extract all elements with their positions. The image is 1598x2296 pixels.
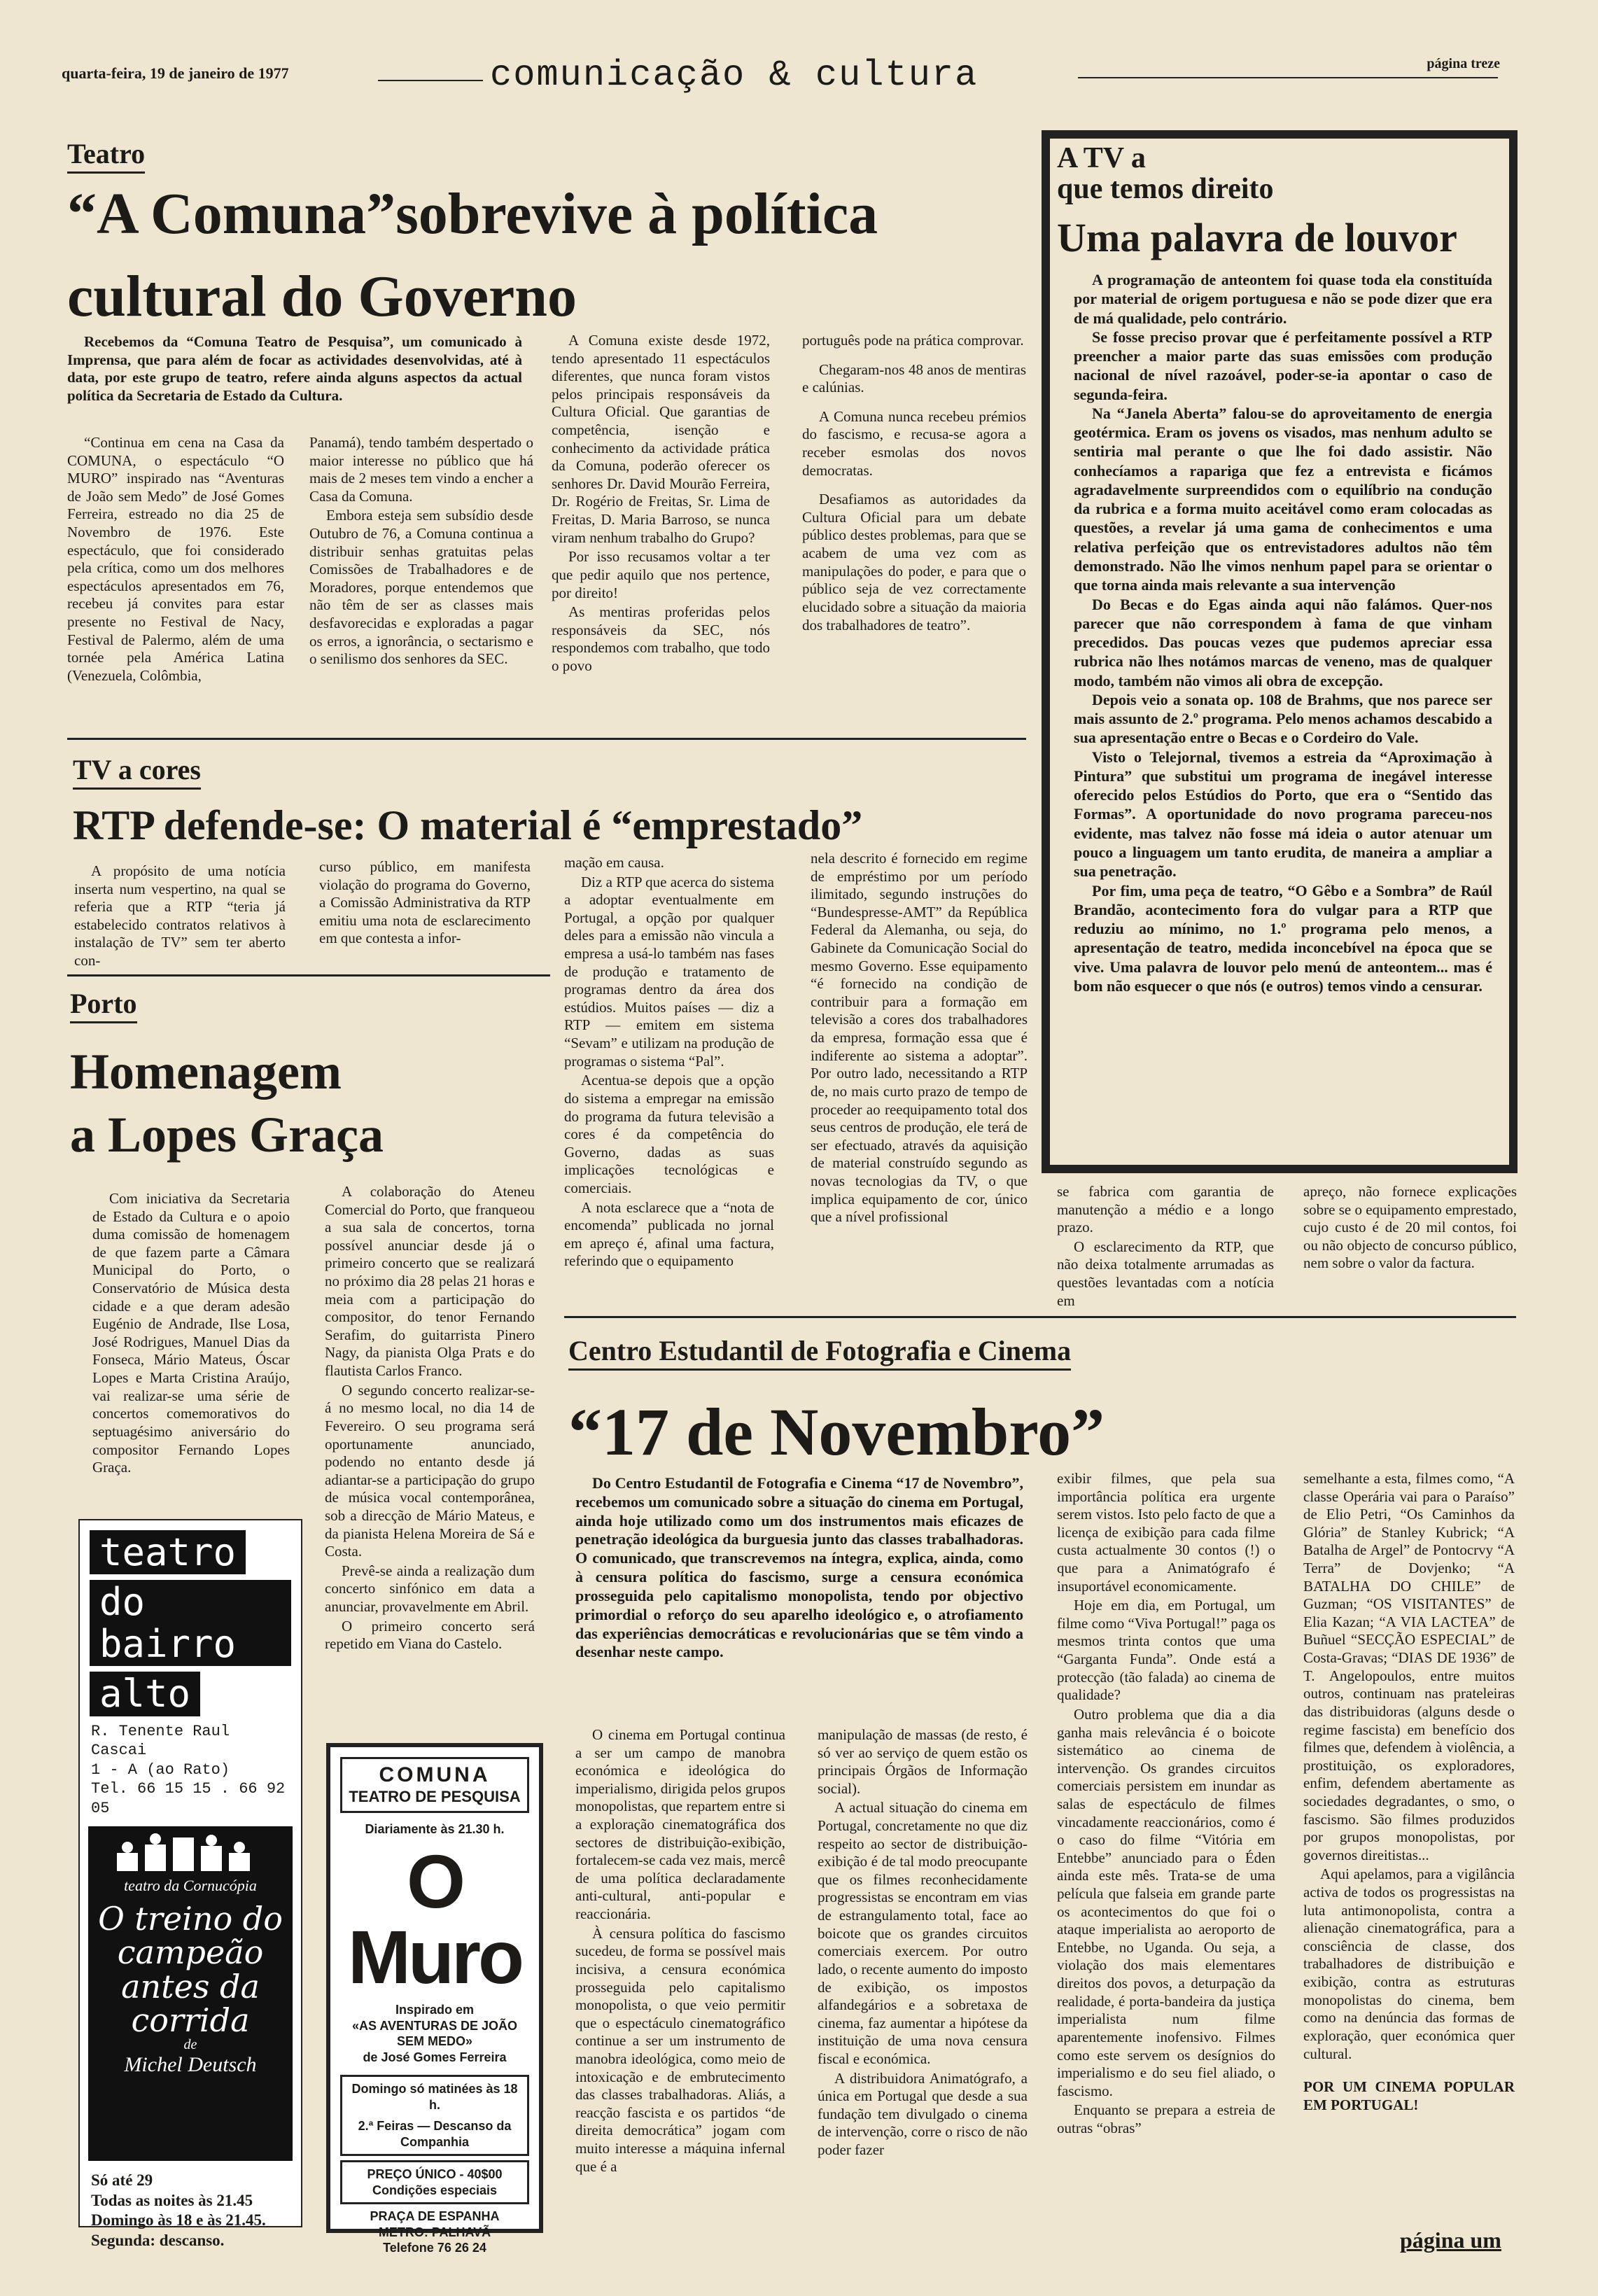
- ad-comuna-address: PRAÇA DE ESPANHA: [370, 2209, 500, 2223]
- rtp-headline: RTP defende-se: O material é “emprestado”: [73, 802, 863, 848]
- rtp-kicker: TV a cores: [73, 753, 201, 790]
- ad-comuna-work: «AS AVENTURAS DE JOÃO SEM MEDO»: [351, 2018, 518, 2048]
- ad-comuna-rest: 2.ª Feiras — Descanso da Companhia: [358, 2119, 512, 2149]
- teatro-col-2: Panamá), tendo também despertado o maior interesse no público que há mais de 2 meses tem vindo a encher a Casa da Comuna. Embora esteja sem subsídio desde Outubro de 76, a Comuna continua a distribuir senhas gratuitas pelas Comissões de Trabalhadores e de Moradores, porque entendemos que não têm de ser as classes mais desfavorecidas e exploradas a pagar os erros, a ignorância, o sectarismo e o senilismo dos senhores da SEC.: [309, 434, 533, 668]
- teatro-lead: Recebemos da “Comuna Teatro de Pesquisa”, um comunicado à Imprensa, que para além de focar as actividades desenvolvidas, até à data, por este grupo de teatro, refere ainda alguns aspectos da actual política da Secretaria de Estado da Cultura.: [67, 333, 522, 404]
- cinema-col-3: exibir filmes, que pela sua importância política era urgente serem vistos. Isto pelo facto de que a licença de exibição para cada filme custa actualmente 30 contos (!) o que para a Animatógrafo é insuportável economicamente. Hoje em dia, em Portugal, um filme como “Viva Portugal!” paga os mesmos trinta contos que uma “Garganta Funda”. Onde está a protecção (tão falada) ao cinema de qualidade? Outro problema que dia a dia ganha mais relevância é o boicote sistemático ao cinema de intervenção. Os grandes circuitos comerciais persistem em inundar as salas de espectáculo de filmes vincadamente reaccionários, como é o caso do filme “Vitória em Entebbe” anunciado para o Éden ainda este mês. Trata-se de uma película que falseia em grande parte os acontecimentos do que foi o ataque imperialista ao aeroporto de Entebbe, no Uganda. Ou seja, a violação dos mais elementares direitos dos povos, a deturpação da realidade, é porta-bandeira da justiça imperialista num filme aparentemente inofensivo. Filmes como este servem os desígnios do imperialismo e do seu fiel aliado, o fascismo. Enquanto se prepara a estreia de outras “obras”: [1057, 1470, 1275, 2136]
- teatro-col-3: A Comuna existe desde 1972, tendo apresentado 11 espectáculos diferentes, que nunca foram vistos pelos principais responsáveis da Cultura Oficial. Que garantias de competência, isenção e conhecimento da actividade prática da Comuna, poderão oferecer os senhores Dr. David Mourão Ferreira, Dr. Rogério de Freitas, Sr. Lima de Freitas, D. Maria Barroso, se nunca viram nenhum trabalho do Grupo? Por isso recusamos voltar a ter que pedir aquilo que nos pertence, por direito! As mentiras proferidas pelos responsáveis da SEC, nós respondemos com trabalho, que todo o povo: [552, 332, 770, 674]
- rtp-col-4: nela descrito é fornecido em regime de empréstimo por um período ilimitado, segundo instruções do “Bundespresse-AMT” da República Federal da Alemanha, ou seja, do Gabinete da Comunicação Social do mesmo Governo. Esse equipamento “é fornecido na condição de contribuir para a formação em televisão a cores dos trabalhadores da empresa, formação essa que é indiferente ao sistema a adoptar”. Por outro lado, necessitando a RTP de, no mais curto prazo de tempo de proceder ao reequipamento total dos seus centros de produção, ele terá de ser efectuado, através da aquisição de material construído segundo as novas tecnologias da TV, o que implica equipamento de cor, único que a nível profissional: [811, 850, 1028, 1226]
- teatro-col-4: português pode na prática comprovar. Chegaram-nos 48 anos de mentiras e calúnias. A Comuna nunca recebeu prémios do fascismo, e recusa-se agora a receber esmolas dos novos democratas. Desafiamos as autoridades da Cultura Oficial para um debate público destes problemas, para que se acabem de uma vez com as manipulações do poder, e para que o público seja de vez correctamente elucidado sobre a situação da maioria dos trabalhadores de teatro”.: [802, 332, 1026, 634]
- ad-comuna-metro: METRO: PALHAVÃ: [378, 2225, 491, 2239]
- tv-tag-line-1: A TV a: [1057, 142, 1146, 174]
- section-title: comunicação & cultura: [490, 55, 979, 96]
- cinema-lead: Do Centro Estudantil de Fotografia e Cinema “17 de Novembro”, recebemos um comunicado sobre a situação do cinema em Portugal, ainda hoje utilizado como um dos instrumentos mais eficazes de penetração ideológica da burguesia junto das classes trabalhadoras. O comunicado, que transcrevemos na íntegra, explica, ainda, como à censura política do fascismo, surge a censura económica prosseguida pelo capitalismo monopolista, tendo por objectivo primordial o reforço do seu aparelho ideológico e, o atrofiamento das experiências democráticas e revolucionárias que se têm vindo a desenhar neste campo.: [575, 1474, 1023, 1661]
- ad-comuna-title: O Muro: [348, 1839, 521, 1999]
- ad-author: Michel Deutsch: [124, 2053, 257, 2077]
- ad-author-de: de: [183, 2037, 197, 2053]
- cinema-col-2: manipulação de massas (de resto, é só ver ao serviço de quem estão os principais Órgãos de Informação social). A actual situação do cinema em Portugal, concretamente no que diz respeito ao sector de distribuição-exibição é de tal modo preocupante que os filmes reconhecidamente progressistas se encontram em vias de estrangulamento total, face ao boicote que os grandes circuitos comerciais exercem. Por outro lado, o recente aumento do imposto de exibição, os impostos alfandegários e a sobretaxa de cinema, faz aumentar a hipótese da instituição de uma nova censura fiscal e económica. A distribuidora Animatógrafo, a única em Portugal que desde a sua fundação tem divulgado o cinema de intervenção, corre o risco de não poder fazer: [818, 1726, 1028, 2159]
- cinema-headline: “17 de Novembro”: [568, 1394, 1105, 1469]
- ad-comuna-sunday: Domingo só matinées às 18 h.: [351, 2082, 518, 2112]
- cinema-kicker: Centro Estudantil de Fotografia e Cinema: [568, 1334, 1071, 1371]
- teatro-col-1: “Continua em cena na Casa da COMUNA, o espectáculo “O MURO” inspirado nas “Aventuras de João sem Medo” de José Gomes Ferreira, estreado no dia 25 de Novembro de 1976. Este espectáculo, que foi considerado pela crítica, como um dos melhores espectáculos apresentados em 76, recebeu já convites para estar presente no Festival de Nacy, Festival de Palermo, além de uma tornée pela América Latina (Venezuela, Colômbia,: [67, 434, 284, 684]
- porto-col-1: Com iniciativa da Secretaria de Estado da Cultura e o apoio duma comissão de homenagem de que fazem parte a Câmara Municipal do Porto, o Conservatório de Música desta cidade e a que deram adesão Eugénio de Andrade, Ilse Losa, José Rodrigues, Manuel Dias da Fonseca, Mário Mateus, Óscar Lopes e Marta Cristina Araújo, vai realizar-se uma série de concertos comemorativos do septuagésimo aniversário do compositor Fernando Lopes Graça.: [92, 1190, 290, 1476]
- ad-schedule: Só até 29 Todas as noites às 21.45 Domingo às 18 e às 21.45. Segunda: descanso.: [91, 2171, 266, 2249]
- tv-column-tag: [1050, 139, 1317, 209]
- ad-comuna-author: de José Gomes Ferreira: [363, 2050, 507, 2064]
- rtp-col-1: A propósito de uma notícia inserta num vespertino, na qual se referia que a RTP “teria já estabelecido contratos relativos à instalação de TV” sem ter aberto con-: [74, 862, 286, 969]
- ad-comuna-schedule: Diariamente às 21.30 h.: [365, 1821, 505, 1836]
- ad-address: R. Tenente Raul Cascai 1 - A (ao Rato) Tel. 66 15 15 . 66 92 05: [91, 1722, 286, 1817]
- rtp-col-6: apreço, não fornece explicações sobre se o equipamento emprestado, cujo custo é de 20 mil contos, foi ou não objecto de concurso público, nem sobre o valor da factura.: [1303, 1183, 1517, 1272]
- ad-comuna-inspired: Inspirado em: [395, 2003, 475, 2017]
- ad-comuna-phone: Telefone 76 26 24: [383, 2241, 486, 2255]
- ad-play-title: O treino do campeão antes da corrida: [98, 1900, 283, 2039]
- ad-company: teatro da Cornucópia: [124, 1877, 257, 1895]
- rule-teatro-bottom: [67, 738, 1026, 740]
- ad-venue-line-2: do bairro: [90, 1580, 291, 1666]
- porto-col-2: A colaboração do Ateneu Comercial do Porto, que franqueou a sua sala de concertos, torna possível anunciar desde já o primeiro concerto que se realizará no próximo dia 28 pelas 21 horas e meia com a participação do compositor, do tenor Fernando Serafim, do guitarrista Pinero Nagy, da pianista Olga Prats e do flautista Carlos Franco. O segundo concerto realizar-se-á no mesmo local, no dia 14 de Fevereiro. O seu programa será oportunamente anunciado, podendo no entanto desde já adiantar-se a participação do grupo de música vocal contemporânea, sob a direcção de Mário Mateus, e da pianista Helena Moreira de Sá e Costa. Prevê-se ainda a realização dum concerto sinfónico em data a anunciar, provavelmente em Abril. O primeiro concerto será repetido em Viana do Castelo.: [325, 1183, 535, 1653]
- bairro-alto-ad: [78, 1519, 302, 2249]
- cornucopia-emblem-icon: [88, 1832, 293, 1874]
- teatro-kicker: Teatro: [67, 137, 145, 174]
- ad-comuna-name: COMUNA: [379, 1763, 491, 1786]
- rule-cinema-top: [564, 1316, 1516, 1318]
- rule-rtp-porto: [67, 974, 550, 976]
- porto-kicker: Porto: [70, 987, 137, 1023]
- ad-venue-line-3: alto: [90, 1672, 200, 1716]
- ad-play-panel: [88, 1826, 293, 2161]
- rtp-col-3: mação em causa. Diz a RTP que acerca do sistema a adoptar eventualmente em Portugal, a opção por qualquer deles para a emissão não vincula a empresa a usá-lo também nas fases de produção e tratamento de programas dentro da área dos estúdios. Muitos países — diz a RTP — emitem em sistema “Sevam” e utilizam na produção de programas o sistema “Pal”. Acentua-se depois que a opção do sistema a empregar na emissão do programa da futura televisão a cores é da competência do Governo, dadas as suas implicações tecnológicas e comerciais. A nota esclarece que a “nota de encomenda” publicada no jornal em apreço é, afinal uma factura, referindo que o equipamento: [564, 854, 774, 1270]
- teatro-headline-2: cultural do Governo: [67, 264, 577, 329]
- continued-on-page-one[interactable]: página um: [1400, 2227, 1501, 2253]
- issue-date: quarta-feira, 19 de janeiro de 1977: [62, 64, 289, 82]
- page-number: página treze: [1427, 56, 1500, 71]
- tv-headline: Uma palavra de louvor: [1057, 215, 1457, 260]
- ad-comuna-conditions: Condições especiais: [372, 2183, 498, 2197]
- masthead-rule-left: [378, 80, 483, 81]
- tv-tag-line-2: que temos direito: [1057, 173, 1274, 206]
- masthead-rule-right: [1078, 77, 1498, 78]
- rtp-col-2: curso público, em manifesta violação do programa do Governo, a Comissão Administrativa da RTP emitiu uma nota de esclarecimento em que contesta a infor-: [319, 858, 531, 947]
- teatro-headline-1: “A Comuna”sobrevive à política: [67, 181, 878, 246]
- rtp-col-5: se fabrica com garantia de manutenção a médio e a longo prazo. O esclarecimento da RTP, que não deixa totalmente arrumadas as questões levantadas com a notícia em: [1057, 1183, 1274, 1309]
- ad-comuna-sub: TEATRO DE PESQUISA: [349, 1788, 521, 1805]
- porto-headline-1: Homenagem: [70, 1044, 342, 1100]
- cinema-col-4: semelhante a esta, filmes como, “A classe Operária vai para o Paraíso” de Elio Petri, “Os Caminhos da Glória” de Stanley Kubrick; “A Batalha de Argel” de Pontocrvy “A Terra” de Dovjenko; “A BATALHA DO CHILE” de Guzman; “OS VISITANTES” de Elia Kazan; “A VIA LACTEA” de Buñuel “SECÇÃO ESPECIAL” de Costa-Gravas; “DIAS DE 1936” de T. Angelopoulos, entre muitos outros, continuam nas prateleiras das distribuidoras (alguns desde o regime fascista) em benefício dos filmes que, defendem à violência, a prostituição, os exploradores, enfim, defendem abertamente as sociedades degradantes, o smo, o fascismo. São filmes produzidos por grupos monopolistas, por governos direitistas... Aqui apelamos, para a vigilância activa de todos os progressistas na luta antimonopolista, contra a alienação cinematográfica, para a consciência de classe, dos trabalhadores de distribuição e exibição, contra as estruturas monopolistas do cinema, bem como na denúncia das formas de exploração, quer económica quer cultural. POR UM CINEMA POPULAR EM PORTUGAL!: [1303, 1470, 1515, 2113]
- tv-body: A programação de anteontem foi quase toda ela constituída por material de origem portuguesa e não se pode dizer que era de má qualidade, pelo contrário. Se fosse preciso provar que é perfeitamente possível a RTP preencher a maior parte das suas emissões com produção nacional de nível razoável, poder-se-ia apontar o caso de segunda-feira. Na “Janela Aberta” falou-se do aproveitamento de energia geotérmica. Eram os jovens os visados, mas nenhum adulto se sentiria mal perante o que lhe foi dado assistir. Não conhecíamos a rapariga que fez a entrevista e ficámos agradavelmente surpreendidos com o equilíbrio na condução da rubrica e a forma muito aceitável como eram colocadas as questões, a revelar já uma gama de conhecimentos e uma relativa perfeição que os entrevistadores adultos não têm demonstrado. Não lhe vimos nenhum papel para se orientar o que torna ainda mais relevante a sua intervenção Do Becas e do Egas ainda aqui não falámos. Quer-nos parecer que não correspondem à fama de que vinham precedidos. Das poucas vezes que pudemos apreciar essa rubrica não lhes notámos marcas de veneno, mas de qualquer modo, também não vimos ali obra de excepção. Depois veio a sonata op. 108 de Brahms, que nos parece ser mais assunto de 2.º programa. Pelo menos achamos descabido a sua apresentação entre o Becas e o Cordeiro do Vale. Visto o Telejornal, tivemos a estreia da “Aproximação à Pintura” que substitui um programa de inegável interesse oferecido pelos Estúdios do Porto, que era o “Sentido das Formas”. A oportunidade do novo programa pareceu-nos evidente, mas talvez não fosse má ideia o autor atenuar um pouco a linguagem um tanto erudita, de maneira a ampliar a sua penetração. Por fim, uma peça de teatro, “O Gêbo e a Sombra” de Raúl Brandão, acontecimento fora do vulgar para a RTP que reduziu ao mínimo, no 1.º programa pelo menos, a apresentação de teatro, medida inconcebível na época que se vive. Uma palavra de louvor pelo menú de anteontem... mas é bom não esquecer o que nós (e outros) temos vindo a censurar.: [1074, 271, 1492, 995]
- ad-comuna-price: PREÇO ÚNICO - 40$00: [367, 2167, 503, 2181]
- porto-headline-2: a Lopes Graça: [70, 1107, 384, 1163]
- ad-venue-line-1: teatro: [90, 1530, 246, 1574]
- cinema-col-1: O cinema em Portugal continua a ser um campo de manobra económica e ideológica do imperialismo, dirigida pelos grupos monopolistas, que repartem entre si a exploração cinematográfica dos sectores de distribuição-exibição, fortalecem-se cada vez mais, mercê de uma política declaradamente anti-cultural, anti-popular e reaccionária. À censura política do fascismo sucedeu, de forma se possível mais incisiva, a censura económica prosseguida pelo capitalismo monopolista, o que veio permitir que o espectáculo cinematográfico continue a ser um instrumento de manobra ideológica, como meio de intoxicação e de embrutecimento das classes trabalhadoras. Aliás, a reacção fascista e os partidos “de direita democrática” jogam com muito interesse a máquina infernal que é a: [575, 1726, 785, 2175]
- comuna-ad: [326, 1743, 543, 2255]
